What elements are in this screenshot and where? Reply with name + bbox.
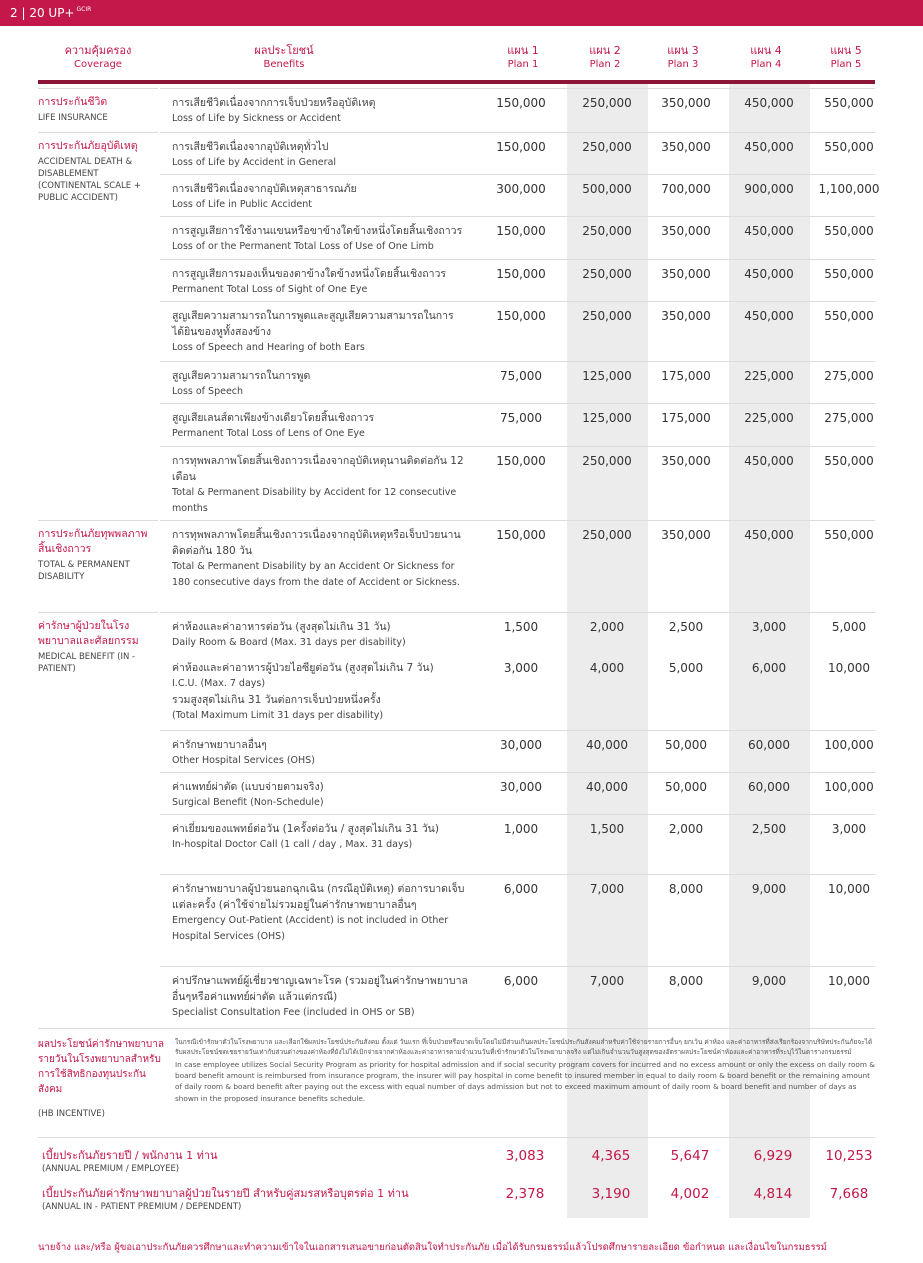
value-plan-5: 10,000 [828, 882, 870, 896]
value-plan-3: 175,000 [661, 411, 711, 425]
header-rule [38, 80, 875, 84]
value-plan-5: 550,000 [824, 140, 874, 154]
value-plan-2: 7,000 [589, 974, 625, 988]
value-plan-3: 2,000 [668, 822, 704, 836]
value-plan-2: 250,000 [582, 140, 632, 154]
value-plan-2: 250,000 [582, 96, 632, 110]
value-plan-1: 30,000 [500, 738, 542, 752]
brand-name: 20 UP+ [29, 6, 75, 20]
hb-incentive-en: (HB INCENTIVE) [38, 1109, 105, 1119]
premium-row-dependent: เบี้ยประกันภัยค่ารักษาพยาบาลผู้ป่วยในรายปี สำหรับคู่สมรสหรือบุตรต่อ 1 ท่าน (ANNUAL IN - PATIENT PREMIUM / DEPENDENT) 2,378 3,190 4,002 4,814 7,668 [38, 1176, 875, 1218]
premium-plan-1: 3,083 [505, 1148, 545, 1164]
value-plan-5: 100,000 [824, 780, 874, 794]
premium-plan-2: 4,365 [591, 1148, 631, 1164]
value-plan-5: 275,000 [824, 369, 874, 383]
table-row: ค่ารักษาพยาบาลผู้ป่วยนอกฉุกเฉิน (กรณีอุบัติเหตุ) ต่อการบาดเจ็บแต่ละครั้ง (ค่าใช้จ่ายไม่รวมอยู่ในค่ารักษาพยาบาลอื่นๆ Emergency Out-Patient (Accident) is not included in Other Hospital Services (OHS) 6,000 7,000 8,000 9,000 10,000 [160, 874, 875, 966]
table-row: การเสียชีวิตเนื่องจากการเจ็บป่วยหรืออุบัติเหตุ Loss of Life by Sickness or Accident 150,000 250,000 350,000 450,000 550,000 [160, 88, 875, 132]
value-plan-5: 275,000 [824, 411, 874, 425]
brand-superscript: GCIR [76, 6, 92, 13]
value-plan-2: 250,000 [582, 224, 632, 238]
value-plan-3: 8,000 [668, 882, 704, 896]
table-row: ค่าห้องและค่าอาหารต่อวัน (สูงสุดไม่เกิน 31 วัน) Daily Room & Board (Max. 31 days per disability) 1,500 2,000 2,500 3,000 5,000 [160, 612, 875, 654]
plan-header: แผน 4 Plan 4 [750, 44, 782, 70]
value-plan-5: 1,100,000 [818, 182, 880, 196]
value-plan-4: 2,500 [751, 822, 787, 836]
value-plan-3: 350,000 [661, 528, 711, 542]
value-plan-3: 2,500 [668, 620, 704, 634]
value-plan-4: 3,000 [751, 620, 787, 634]
premium-row-employee: เบี้ยประกันภัยรายปี / พนักงาน 1 ท่าน (ANNUAL PREMIUM / EMPLOYEE) 3,083 4,365 5,647 6,929 10,253 [38, 1137, 875, 1179]
value-plan-4: 900,000 [744, 182, 794, 196]
value-plan-4: 450,000 [744, 224, 794, 238]
value-plan-2: 125,000 [582, 369, 632, 383]
value-plan-4: 450,000 [744, 454, 794, 468]
value-plan-1: 300,000 [496, 182, 546, 196]
value-plan-3: 350,000 [661, 267, 711, 281]
table-row: สูญเสียความสามารถในการพูดและสูญเสียความสามารถในการได้ยินของหูทั้งสองข้าง Loss of Speech and Hearing of both Ears 150,000 250,000 350,000 450,000 550,000 [160, 301, 875, 361]
value-plan-2: 250,000 [582, 267, 632, 281]
hb-incentive-title: ผลประโยชน์ค่ารักษาพยาบาลรายวันในโรงพยาบาลสำหรับการใช้สิทธิกองทุนประกันสังคม [38, 1039, 165, 1095]
value-plan-5: 3,000 [831, 822, 867, 836]
value-plan-1: 30,000 [500, 780, 542, 794]
value-plan-3: 350,000 [661, 96, 711, 110]
coverage-life: การประกันชีวิต LIFE INSURANCE [38, 88, 158, 124]
value-plan-1: 6,000 [503, 974, 539, 988]
table-row: การทุพพลภาพโดยสิ้นเชิงถาวรเนื่องจากอุบัติเหตุนานติดต่อกัน 12 เดือน Total & Permanent Disability by Accident for 12 consecutive months 150,000 250,000 350,000 450,000 550,000 [160, 446, 875, 520]
coverage-accident: การประกันภัยอุบัติเหตุ ACCIDENTAL DEATH & DISABLEMENT (CONTINENTAL SCALE + PUBLIC ACCIDENT) [38, 132, 158, 204]
table-row: สูญเสียความสามารถในการพูด Loss of Speech 75,000 125,000 175,000 225,000 275,000 [160, 361, 875, 403]
plan-header: แผน 1 Plan 1 [507, 44, 539, 70]
value-plan-4: 450,000 [744, 96, 794, 110]
value-plan-2: 7,000 [589, 882, 625, 896]
value-plan-3: 50,000 [665, 738, 707, 752]
value-plan-4: 225,000 [744, 411, 794, 425]
value-plan-3: 350,000 [661, 309, 711, 323]
table-row: ค่าปรึกษาแพทย์ผู้เชี่ยวชาญเฉพาะโรค (รวมอยู่ในค่ารักษาพยาบาลอื่นๆหรือค่าแพทย์ผ่าตัด แล้วแต่กรณี) Specialist Consultation Fee (included in OHS or SB) 6,000 7,000 8,000 9,000 10,000 [160, 966, 875, 1028]
value-plan-5: 5,000 [831, 620, 867, 634]
hb-note-th: ในกรณีเข้ารักษาตัวในโรงพยาบาล และเลือกใช้ผลประโยชน์ประกันสังคม ตั้งแต่ วันแรก ที่เจ็บป่วยหรือบาดเจ็บโดยไม่มีส่วนเกินผลประโยชน์ประกันสังคมสำหรับค่าใช้จ่ายรายการอื่นๆ ยกเว้น ค่าห้อง และค่าอาหารที่ส่งเรียกร้องจากบริษัทประกันภัยจะได้รับผลประโยชน์ชดเชยรายวันเท่ากับส่วนต่างของค่าห้องที่ยังไม่ได้เบิกจ่ายจากค่าห้องและค่าอาหารตามจำนวนวันที่เข้ารักษาตัวในโรงพยาบาลจริง แต่ไม่เกินจำนวนวันสูงสุดของอัตราผลประโยชน์ค่าห้องและค่าอาหารที่ระบุไว้ในตารางกรมธรรม์ [175, 1038, 873, 1056]
value-plan-2: 250,000 [582, 309, 632, 323]
top-bar [0, 0, 923, 26]
value-plan-5: 550,000 [824, 454, 874, 468]
table-row: การเสียชีวิตเนื่องจากอุบัติเหตุสาธารณภัย Loss of Life in Public Accident 300,000 500,000 700,000 900,000 1,100,000 [160, 174, 875, 216]
value-plan-5: 550,000 [824, 267, 874, 281]
page-number: 2 [10, 6, 18, 20]
coverage-header: ความคุ้มครอง Coverage [64, 44, 132, 70]
value-plan-1: 75,000 [500, 411, 542, 425]
value-plan-1: 150,000 [496, 224, 546, 238]
premium-plan-2: 3,190 [591, 1186, 631, 1202]
table-row: ค่าห้องและค่าอาหารผู้ป่วยไอซียูต่อวัน (สูงสุดไม่เกิน 7 วัน) I.C.U. (Max. 7 days) รวมสูงสุดไม่เกิน 31 วันต่อการเจ็บป่วยหนึ่งครั้ง (Total Maximum Limit 31 days per disability) 3,000 4,000 5,000 6,000 10,000 [160, 654, 875, 730]
value-plan-5: 550,000 [824, 528, 874, 542]
premium-plan-4: 4,814 [753, 1186, 793, 1202]
value-plan-1: 75,000 [500, 369, 542, 383]
table-row: การสูญเสียการมองเห็นของตาข้างใดข้างหนึ่งโดยสิ้นเชิงถาวร Permanent Total Loss of Sight of One Eye 150,000 250,000 350,000 450,000 550,000 [160, 259, 875, 301]
value-plan-2: 40,000 [586, 780, 628, 794]
plan-header: แผน 2 Plan 2 [589, 44, 621, 70]
value-plan-1: 150,000 [496, 140, 546, 154]
value-plan-3: 5,000 [668, 661, 704, 675]
table-row: การเสียชีวิตเนื่องจากอุบัติเหตุทั่วไป Loss of Life by Accident in General 150,000 250,000 350,000 450,000 550,000 [160, 132, 875, 174]
plan-header: แผน 3 Plan 3 [667, 44, 699, 70]
value-plan-1: 6,000 [503, 882, 539, 896]
value-plan-1: 150,000 [496, 309, 546, 323]
table-row: การทุพพลภาพโดยสิ้นเชิงถาวรเนื่องจากอุบัติเหตุหรือเจ็บป่วยนานติดต่อกัน 180 วัน Total & Permanent Disability by an Accident Or Sickness for 180 consecutive days from the date of Accident or Sickness. 150,000 250,000 350,000 450,000 550,000 [160, 520, 875, 612]
value-plan-2: 250,000 [582, 528, 632, 542]
table-row: การสูญเสียการใช้งานแขนหรือขาข้างใดข้างหนึ่งโดยสิ้นเชิงถาวร Loss of or the Permanent Total Loss of Use of One Limb 150,000 250,000 350,000 450,000 550,000 [160, 216, 875, 259]
coverage-tpd: การประกันภัยทุพพลภาพสิ้นเชิงถาวร TOTAL & PERMANENT DISABILITY [38, 520, 158, 583]
value-plan-1: 150,000 [496, 454, 546, 468]
benefits-header: ผลประโยชน์ Benefits [254, 44, 314, 70]
value-plan-4: 450,000 [744, 267, 794, 281]
value-plan-1: 150,000 [496, 96, 546, 110]
value-plan-5: 550,000 [824, 224, 874, 238]
value-plan-5: 10,000 [828, 661, 870, 675]
value-plan-2: 500,000 [582, 182, 632, 196]
premium-plan-5: 7,668 [829, 1186, 869, 1202]
value-plan-1: 1,500 [503, 620, 539, 634]
premium-plan-1: 2,378 [505, 1186, 545, 1202]
value-plan-3: 50,000 [665, 780, 707, 794]
footer-disclaimer: นายจ้าง และ/หรือ ผู้ขอเอาประกันภัยควรศึกษาและทำความเข้าใจในเอกสารเสนอขายก่อนตัดสินใจทำประกันภัย เมื่อได้รับกรมธรรม์แล้วโปรดศึกษารายละเอียด ข้อกำหนด และเงื่อนไขในกรมธรรม์ [38, 1242, 827, 1253]
value-plan-3: 175,000 [661, 369, 711, 383]
premium-plan-3: 5,647 [670, 1148, 710, 1164]
value-plan-2: 2,000 [589, 620, 625, 634]
value-plan-4: 9,000 [751, 882, 787, 896]
table-row: ค่าแพทย์ผ่าตัด (แบบจ่ายตามจริง) Surgical Benefit (Non-Schedule) 30,000 40,000 50,000 60,000 100,000 [160, 772, 875, 814]
separator: | [21, 6, 30, 20]
value-plan-2: 4,000 [589, 661, 625, 675]
value-plan-1: 3,000 [503, 661, 539, 675]
hb-incentive-notes [175, 1037, 875, 1104]
value-plan-2: 250,000 [582, 454, 632, 468]
value-plan-5: 550,000 [824, 96, 874, 110]
value-plan-4: 60,000 [748, 738, 790, 752]
value-plan-2: 125,000 [582, 411, 632, 425]
value-plan-5: 10,000 [828, 974, 870, 988]
table-row: ค่าเยี่ยมของแพทย์ต่อวัน (1ครั้งต่อวัน / สูงสุดไม่เกิน 31 วัน) In-hospital Doctor Call (1 call / day , Max. 31 days) 1,000 1,500 2,000 2,500 3,000 [160, 814, 875, 874]
premium-plan-3: 4,002 [670, 1186, 710, 1202]
hb-incentive-section [38, 1028, 875, 1136]
value-plan-4: 6,000 [751, 661, 787, 675]
value-plan-3: 350,000 [661, 224, 711, 238]
plan-header: แผน 5 Plan 5 [830, 44, 862, 70]
value-plan-1: 150,000 [496, 267, 546, 281]
table-row: สูญเสียเลนส์ตาเพียงข้างเดียวโดยสิ้นเชิงถาวร Permanent Total Loss of Lens of One Eye 75,000 125,000 175,000 225,000 275,000 [160, 403, 875, 446]
table-row: ค่ารักษาพยาบาลอื่นๆ Other Hospital Services (OHS) 30,000 40,000 50,000 60,000 100,000 [160, 730, 875, 772]
value-plan-5: 550,000 [824, 309, 874, 323]
value-plan-4: 450,000 [744, 528, 794, 542]
hb-note-en: In case employee utilizes Social Security Program as priority for hospital admission and if social security program covers for incurred and no excess amount or only the excess on daily room & board benefit amount is reimbursed from insurance program, the insurer will pay hospital in come benefit to insured member in equal to daily room & board benefit or the remaining amount of daily room & board benefit after paying out the excess with equal number of days admission but not to exceed maximum amount of daily room & board benefit and number of days as shown in the proposed insurance benefits schedule. [175, 1060, 875, 1103]
value-plan-4: 60,000 [748, 780, 790, 794]
premium-plan-5: 10,253 [825, 1148, 873, 1164]
value-plan-5: 100,000 [824, 738, 874, 752]
premium-plan-4: 6,929 [753, 1148, 793, 1164]
value-plan-4: 450,000 [744, 309, 794, 323]
coverage-medical: ค่ารักษาผู้ป่วยในโรงพยาบาลและศัลยกรรม MEDICAL BENEFIT (IN - PATIENT) [38, 612, 158, 675]
value-plan-2: 40,000 [586, 738, 628, 752]
value-plan-3: 8,000 [668, 974, 704, 988]
value-plan-2: 1,500 [589, 822, 625, 836]
value-plan-4: 225,000 [744, 369, 794, 383]
value-plan-3: 700,000 [661, 182, 711, 196]
value-plan-1: 150,000 [496, 528, 546, 542]
value-plan-1: 1,000 [503, 822, 539, 836]
value-plan-3: 350,000 [661, 454, 711, 468]
value-plan-4: 450,000 [744, 140, 794, 154]
value-plan-3: 350,000 [661, 140, 711, 154]
value-plan-4: 9,000 [751, 974, 787, 988]
